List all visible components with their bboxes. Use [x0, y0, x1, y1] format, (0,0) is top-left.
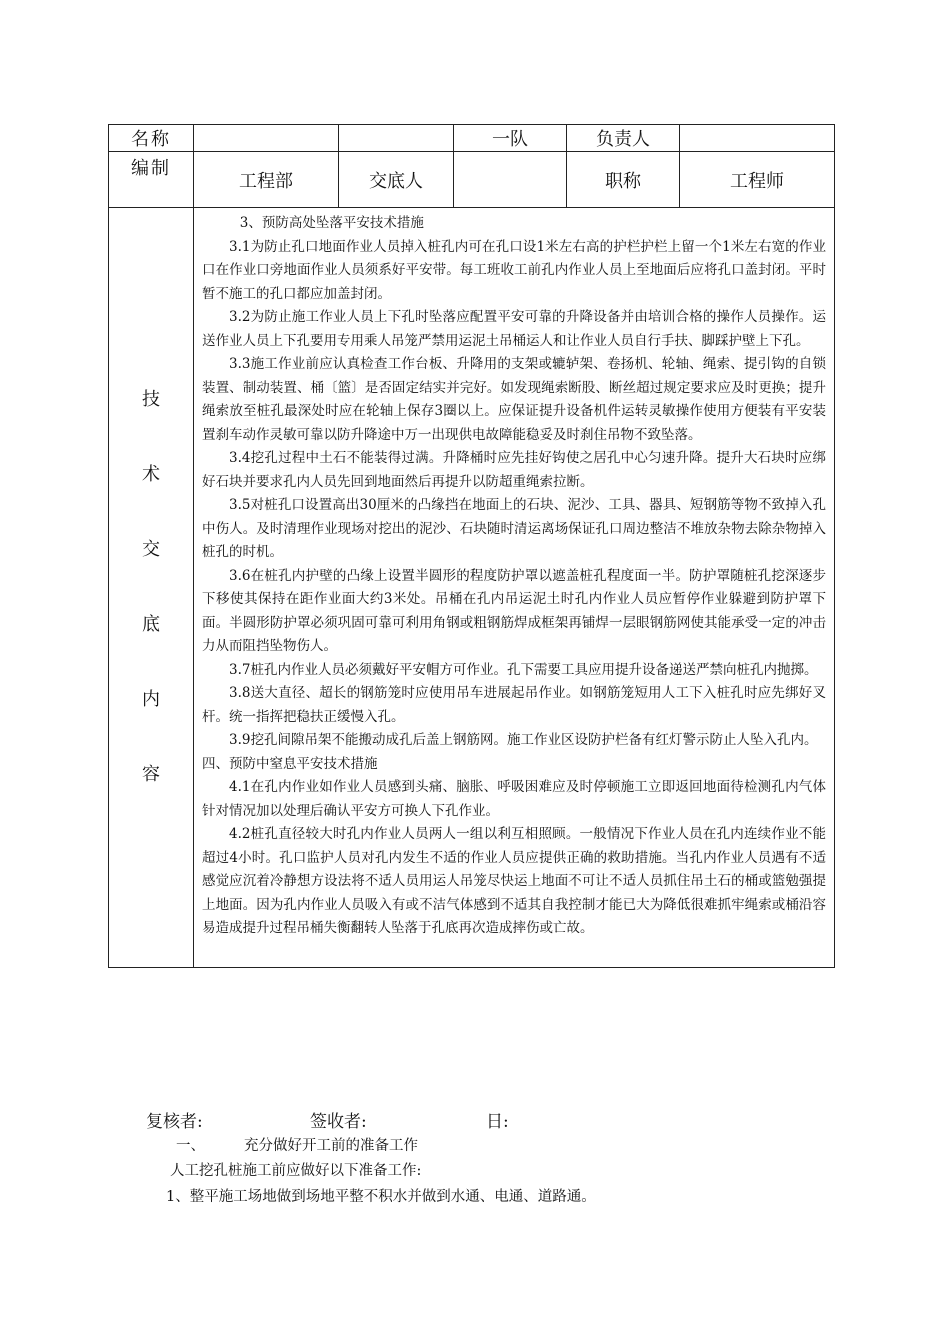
section-title: 充分做好开工前的准备工作: [244, 1138, 418, 1154]
paragraph: 4.2桩孔直径较大时孔内作业人员两人一组以利互相照顾。一般情况下作业人员在孔内连续作业不能超过4小时。孔口监护人员对孔内发生不适的作业人员应提供正确的救助措施。当孔内作业人员遇有不适感觉应沉着冷静想方设法将不适人员用运人吊笼尽快运上地面不可让不适人员抓住吊土石的桶或篮勉强提上地面。因为孔内作业人员吸入有或不洁气体感到不适其自我控制才能已大为降低很难抓牢绳索或桶沿容易造成提升过程吊桶失衡翻转人坠落于孔底再次造成摔伤或亡故。: [202, 826, 826, 936]
compile-label: 编制: [109, 152, 194, 208]
name-value: [194, 125, 339, 152]
content-label-char: 交: [142, 539, 160, 561]
content-label-char: 底: [142, 614, 160, 636]
header-row-1: [109, 125, 835, 152]
paragraph: 3.7桩孔内作业人员必须戴好平安帽方可作业。孔下需要工具应用提升设备递送严禁向桩孔内抛掷。: [229, 661, 818, 678]
paragraph: 3.8送大直径、超长的钢筋笼时应使用吊车进展起吊作业。如钢筋笼短用人工下入桩孔时应先绑好叉杆。统一指挥把稳扶正缓慢入孔。: [202, 685, 826, 725]
date-label: 日:: [486, 1112, 509, 1132]
paragraph: 3.3施工作业前应认真检查工作台板、升降用的支架或辘轳架、卷扬机、轮轴、绳索、提引钩的自锁装置、制动装置、桶〔篮〕是否固定结实并完好。如发现绳索断股、断丝超过规定要求应及时更换；提升绳索放至桩孔最深处时应在轮轴上保存3圈以上。应保证提升设备机件运转灵敏操作使用方便装有平安装置刹车动作灵敏可靠以防升降途中万一出现供电故障能稳妥及时刹住吊物不致坠落。: [202, 356, 826, 443]
section-number: 一、: [176, 1138, 205, 1154]
disclosure-content: [194, 208, 835, 968]
paragraph: 3.4挖孔过程中土石不能装得过满。升降桶时应先挂好钩使之居孔中心匀速升降。提升大石块时应绑好石块并要求孔内人员先回到地面然后再提升以防超重绳索拉断。: [202, 450, 826, 490]
discloser-label: 交底人: [339, 152, 454, 208]
title-value: 工程师: [680, 152, 835, 208]
technical-disclosure-form: [108, 124, 835, 968]
reviewer-label: 复核者:: [146, 1112, 203, 1132]
receiver-label: 签收者:: [310, 1112, 367, 1132]
title-label: 职称: [567, 152, 680, 208]
content-row: [109, 208, 835, 968]
team-value: 一队: [454, 125, 567, 152]
paragraph: 3.9挖孔间隙吊架不能搬动成孔后盖上钢筋网。施工作业区设防护栏备有红灯警示防止人坠入孔内。: [229, 732, 818, 748]
responsible-value: [680, 125, 835, 152]
list-item-1: 1、整平施工场地做到场地平整不积水并做到水通、电通、道路通。: [166, 1189, 596, 1205]
paragraph: 3.5对桩孔口设置高出30厘米的凸缘挡在地面上的石块、泥沙、工具、器具、短钢筋等物不致掉入孔中伤人。及时清理作业现场对挖出的泥沙、石块随时清运离场保证孔口周边整洁不堆放杂物去除杂物掉入桩孔的时机。: [202, 497, 826, 560]
section-heading: 3、预防高处坠落平安技术措施: [239, 215, 424, 231]
discloser-value: [454, 152, 567, 208]
section-heading: 四、预防中窒息平安技术措施: [202, 755, 378, 772]
paragraph: 3.2为防止施工作业人员上下孔时坠落应配置平安可靠的升降设备并由培训合格的操作人员操作。运送作业人员上下孔要用专用乘人吊笼严禁用运泥土吊桶运人和让作业人员自行手扶、脚踩护壁上下孔。: [202, 309, 826, 349]
header-row-2: [109, 152, 835, 208]
name-extra: [339, 125, 454, 152]
content-label-char: 术: [142, 464, 160, 486]
paragraph: 4.1在孔内作业如作业人员感到头痛、脑胀、呼吸困难应及时停顿施工立即返回地面待检测孔内气体针对情况加以处理后确认平安方可换人下孔作业。: [202, 779, 826, 819]
paragraph: 3.1为防止孔口地面作业人员掉入桩孔内可在孔口设1米左右高的护栏护栏上留一个1米左右宽的作业口在作业口旁地面作业人员须系好平安带。每工班收工前孔内作业人员上至地面后应将孔口盖封闭。平时暂不施工的孔口都应加盖封闭。: [202, 238, 826, 302]
responsible-label: 负责人: [567, 125, 680, 152]
department-value: 工程部: [194, 152, 339, 208]
name-label: 名称: [109, 125, 194, 152]
content-label-char: 容: [142, 764, 160, 786]
intro-text: 人工挖孔桩施工前应做好以下准备工作:: [170, 1163, 422, 1179]
paragraph: 3.6在桩孔内护壁的凸缘上设置半圆形的程度防护罩以遮盖桩孔程度面一半。防护罩随桩孔挖深逐步下移使其保持在距作业面大约3米处。吊桶在孔内吊运泥土时孔内作业人员应暂停作业躲避到防护罩下面。半圆形防护罩必须巩固可靠可利用角钢或粗钢筋焊成框架再铺焊一层眼钢筋网使其能承受一定的冲击力从而阻挡坠物伤人。: [202, 567, 826, 654]
content-label-char: 技: [142, 389, 160, 411]
content-label: [109, 208, 194, 968]
content-label-char: 内: [142, 689, 160, 711]
